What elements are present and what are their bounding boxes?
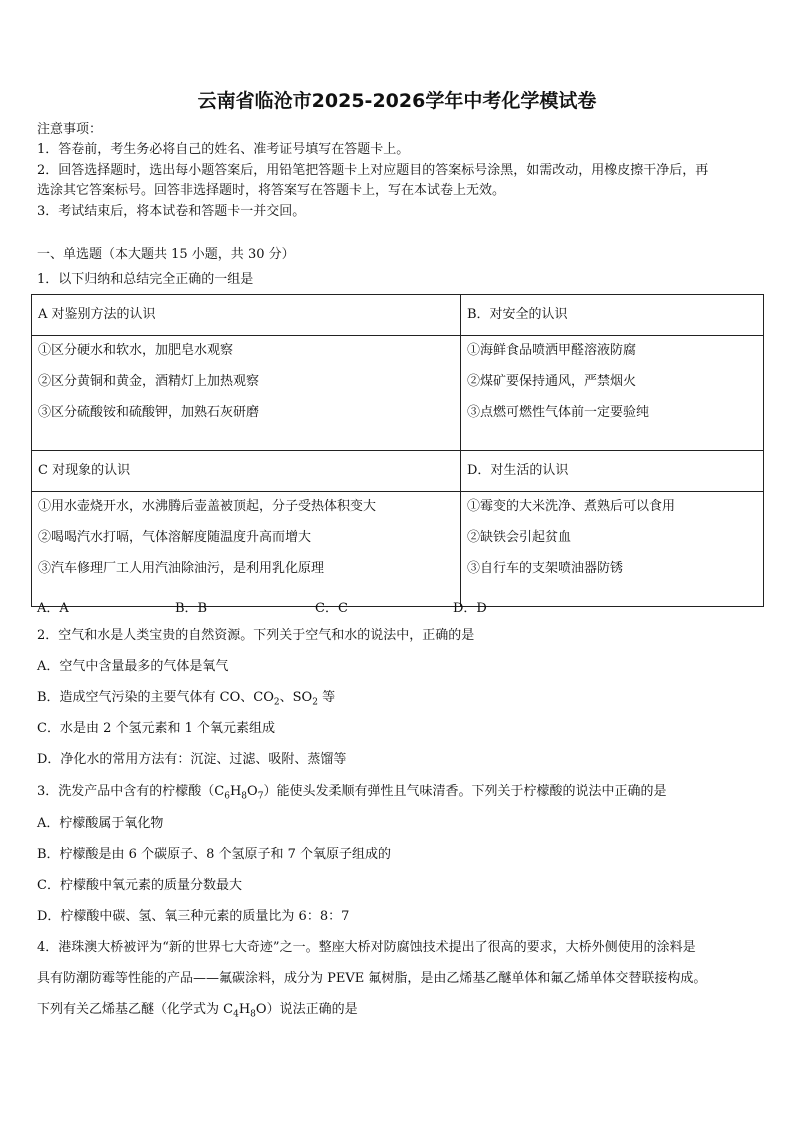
question-1-stem: 1．以下归纳和总结完全正确的一组是 [37, 272, 254, 287]
option-b[interactable]: B．B [175, 601, 208, 616]
notice-item-2: 2．回答选择题时，选出每小题答案后，用铅笔把答题卡上对应题目的答案标号涂黑，如需改动，用橡皮擦干净后，再 [37, 163, 709, 178]
table-cell-c-head: C 对现象的认识 [32, 451, 461, 492]
table-item: ③汽车修理厂工人用汽油除油污，是利用乳化原理 [38, 561, 325, 576]
table-item: ③点燃可燃性气体前一定要验纯 [467, 405, 650, 420]
table-item: ②区分黄铜和黄金，酒精灯上加热观察 [38, 374, 260, 389]
notice-item-1: 1．答卷前，考生务必将自己的姓名、准考证号填写在答题卡上。 [37, 142, 410, 157]
option-d[interactable]: D．D [453, 601, 487, 616]
table-cell-b-head: B．对安全的认识 [461, 295, 764, 336]
table-item: ②煤矿要保持通风，严禁烟火 [467, 374, 637, 389]
question-4-line-1: 4．港珠澳大桥被评为“新的世界七大奇迹”之一。整座大桥对防腐蚀技术提出了很高的要求，大桥外侧使用的涂料是 [37, 940, 696, 955]
table-item: ③自行车的支架喷油器防锈 [467, 561, 624, 576]
q2-option-d[interactable]: D．净化水的常用方法有：沉淀、过滤、吸附、蒸馏等 [37, 752, 347, 767]
q2-option-b[interactable]: B．造成空气污染的主要气体有 CO、$CO_2$、$SO_2$ 等 [37, 690, 336, 708]
option-c[interactable]: C．C [315, 601, 348, 616]
question-4-line-2: 具有防潮防霉等性能的产品——氟碳涂料，成分为 PEVE 氟树脂，是由乙烯基乙醚单体和氟乙烯单体交替联接构成。 [37, 971, 707, 986]
table-cell-d-head: D．对生活的认识 [461, 451, 764, 492]
table-item: ②喝喝汽水打嗝，气体溶解度随温度升高而增大 [38, 530, 312, 545]
question-1-table [31, 294, 764, 607]
question-2-stem: 2．空气和水是人类宝贵的自然资源。下列关于空气和水的说法中，正确的是 [37, 628, 475, 643]
option-a[interactable]: A．A [37, 601, 69, 616]
table-cell-a-items [32, 336, 461, 451]
q3-option-a[interactable]: A．柠檬酸属于氧化物 [37, 816, 164, 831]
question-3-stem: 3．洗发产品中含有的柠檬酸$(C_6H_8O_7)$能使头发柔顺有弹性且气味清香。下列关于柠檬酸的说法中正确的是 [37, 784, 667, 802]
question-4-line-3: 下列有关乙烯基乙醚（化学式为 $C_4H_8O$）说法正确的是 [37, 1002, 358, 1020]
page-title: 云南省临沧市2025-2026学年中考化学模试卷 [197, 90, 597, 112]
q2-option-a[interactable]: A．空气中含量最多的气体是氧气 [37, 659, 229, 674]
table-cell-a-head: A 对鉴别方法的认识 [32, 295, 461, 336]
notice-item-2-cont: 选涂其它答案标号。回答非选择题时，将答案写在答题卡上，写在本试卷上无效。 [37, 183, 506, 198]
table-cell-b-items [461, 336, 764, 451]
table-item: ①区分硬水和软水，加肥皂水观察 [38, 343, 234, 358]
notice-heading: 注意事项： [37, 122, 103, 137]
table-item: ②缺铁会引起贫血 [467, 530, 572, 545]
table-cell-c-items [32, 492, 461, 607]
notice-item-3: 3．考试结束后，将本试卷和答题卡一并交回。 [37, 204, 306, 219]
table-item: ①用水壶烧开水，水沸腾后壶盖被顶起，分子受热体积变大 [38, 499, 377, 514]
q2-option-c[interactable]: C．水是由 2 个氢元素和 1 个氧元素组成 [37, 721, 276, 736]
table-item: ①霉变的大米洗净、煮熟后可以食用 [467, 499, 676, 514]
table-item: ③区分硫酸铵和硫酸钾，加熟石灰研磨 [38, 405, 260, 420]
table-cell-d-items [461, 492, 764, 607]
q3-option-c[interactable]: C．柠檬酸中氧元素的质量分数最大 [37, 878, 242, 893]
q3-option-b[interactable]: B．柠檬酸是由 6 个碳原子、8 个氢原子和 7 个氧原子组成的 [37, 847, 392, 862]
q3-option-d[interactable]: D．柠檬酸中碳、氢、氧三种元素的质量比为 6：8：7 [37, 909, 350, 924]
section-heading: 一、单选题（本大题共 15 小题，共 30 分） [37, 247, 295, 262]
table-item: ①海鲜食品喷洒甲醛溶液防腐 [467, 343, 637, 358]
